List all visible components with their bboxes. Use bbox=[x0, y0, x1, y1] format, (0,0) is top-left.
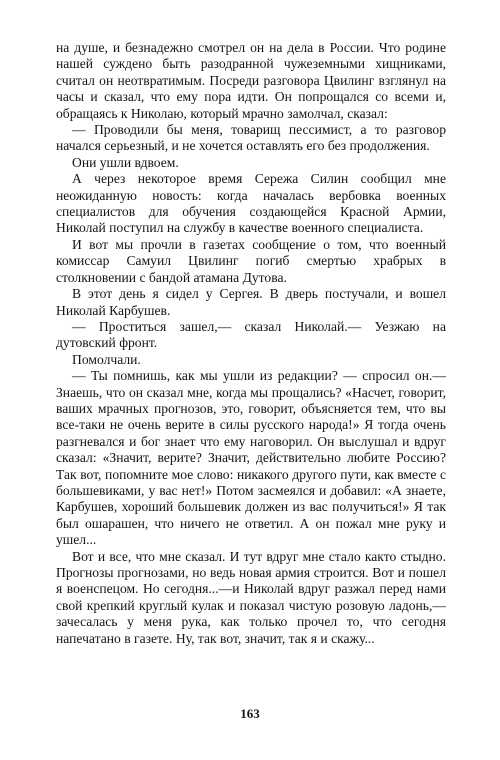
paragraph-6: В этот день я сидел у Сергея. В дверь постучали, и вошел Николай Карбушев. bbox=[56, 286, 446, 318]
paragraph-4: А через некоторое время Сережа Силин сообщил мне неожиданную новость: когда началась вербовка военных специалистов для обучения создающейся Красной Армии, Николай поступил на службу в качестве военного специалиста. bbox=[56, 171, 446, 236]
paragraph-5: И вот мы прочли в газетах сообщение о том, что военный комиссар Самуил Цвилинг погиб смертью храбрых в столкновении с бандой атамана Дутова. bbox=[56, 236, 446, 285]
book-page-text bbox=[56, 40, 446, 647]
paragraph-8: Помолчали. bbox=[72, 351, 141, 367]
page-number: 163 bbox=[240, 706, 260, 721]
paragraph-2: — Проводили бы меня, товарищ пессимист, а то разговор начался серьезный, и не хочется оставлять его без продолжения. bbox=[56, 122, 446, 154]
paragraph-1: на душе, и безнадежно смотрел он на дела в России. Что родине нашей суждено быть разодранной чужеземными хищниками, считал он неотвратимым. Посреди разговора Цвилинг взглянул на часы и сказал, что ему пора идти. Он попрощался со всеми и, обращаясь к Николаю, который мрачно замолчал, сказал: bbox=[56, 40, 446, 121]
paragraph-3: Они ушли вдвоем. bbox=[72, 154, 179, 170]
paragraph-9: — Ты помнишь, как мы ушли из редакции? — спросил он.— Знаешь, что он сказал мне, когда мы прощались? «Насчет, говорит, ваших мрачных прогнозов, это, говорит, объясняется тем, что вы все-таки не очень верите в силы русского народа!» Я тогда очень разгневался и бог знает что ему наговорил. Он выслушал и вдруг сказал: «Значит, верите? Значит, действительно любите Россию? Так вот, попомните мое слово: никакого другого пути, как вместе с большевиками, у вас нет!» Потом засмеялся и добавил: «А знаете, Карбушев, хороший большевик должен из вас получиться!» Я так был ошарашен, что ничего не ответил. А он пожал мне руку и ушел... bbox=[56, 368, 446, 548]
paragraph-10: Вот и все, что мне сказал. И тут вдруг мне стало както стыдно. Прогнозы прогнозами, но ведь новая армия строится. Вот и пошел я военспецом. Но сегодня...—и Николай вдруг разжал перед нами свой крепкий круглый кулак и показал чистую розовую ладонь,— зачесалась у меня рука, как только прочел то, что сегодня напечатано в газете. Ну, так вот, значит, так я и скажу... bbox=[56, 548, 446, 646]
paragraph-7: — Проститься зашел,— сказал Николай.— Уезжаю на дутовский фронт. bbox=[56, 318, 446, 351]
